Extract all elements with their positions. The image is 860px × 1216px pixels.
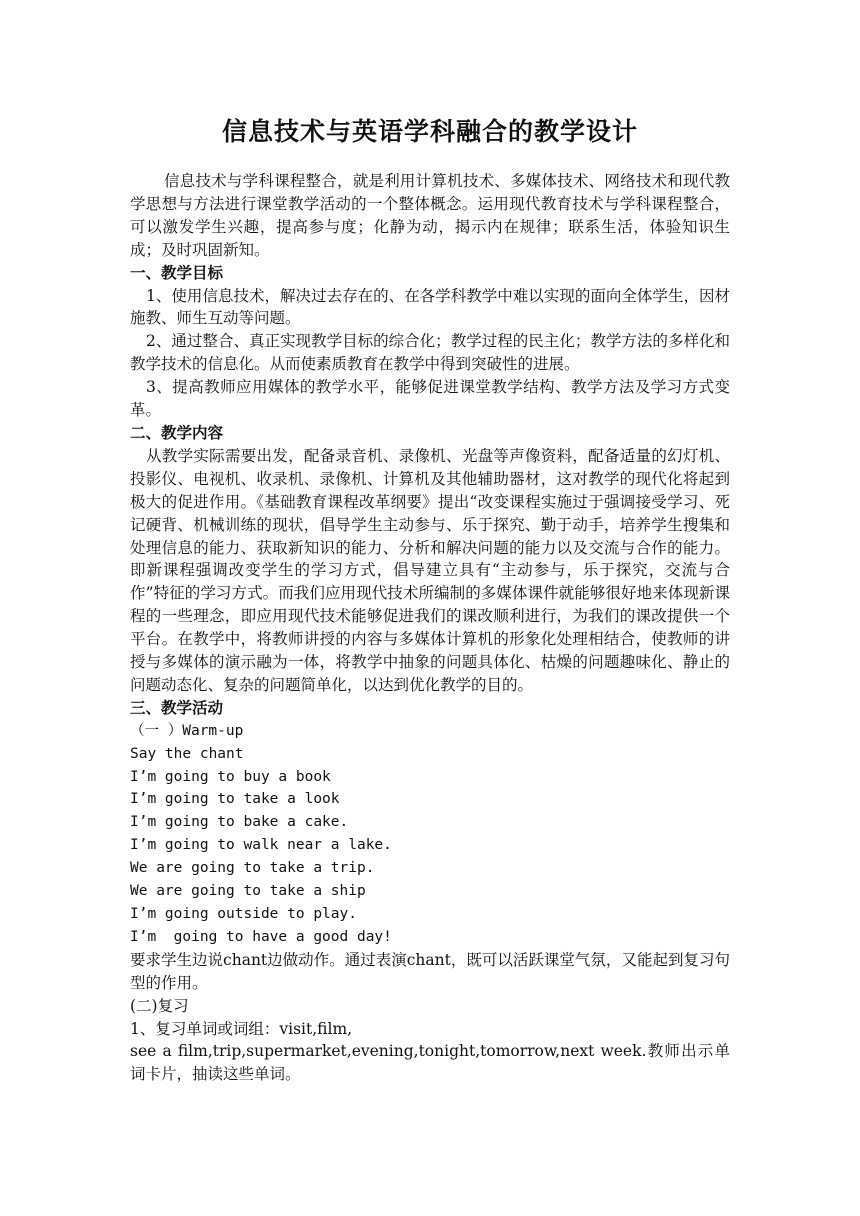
chant-line: I’m going to walk near a lake. [130, 837, 392, 854]
section-heading-content: 二、教学内容 [130, 423, 224, 442]
content-paragraph: 从教学实际需要出发，配备录音机、录像机、光盘等声像资料，配备适量的幻灯机、投影仪、电视机、收录机、录像机、计算机及其他辅助器材，这对教学的现代化将起到极大的促进作用。《基础教育课程改革纲要》提出“改变课程实施过于强调接受学习、死记硬背、机械训练的现状，倡导学生主动参与、乐于探究、勤于动手，培养学生搜集和处理信息的能力、获取新知识的能力、分析和解决问题的能力以及交流与合作的能力。即新课程强调改变学生的学习方式，倡导建立具有“主动参与，乐于探究，交流与合作”特征的学习方式。而我们应用现代技术所编制的多媒体课件就能够很好地来体现新课程的一些理念，即应用现代技术能够促进我们的课改顺利进行，为我们的课改提供一个平台。在教学中，将教师讲授的内容与多媒体计算机的形象化处理相结合，使教师的讲授与多媒体的演示融为一体，将教学中抽象的问题具体化、枯燥的问题趣味化、静止的问题动态化、复杂的问题简单化，以达到优化教学的目的。 [130, 446, 730, 694]
document-title: 信息技术与英语学科融合的教学设计 [221, 117, 638, 146]
intro-paragraph: 信息技术与学科课程整合，就是利用计算机技术、多媒体技术、网络技术和现代教学思想与方法进行课堂教学活动的一个整体概念。运用现代教育技术与学科课程整合，可以激发学生兴趣，提高参与度；化静为动，揭示内在规律；联系生活，体验知识生成；及时巩固新知。 [130, 172, 730, 259]
chant-line: We are going to take a trip. [130, 860, 375, 877]
chant-line: We are going to take a ship [130, 883, 366, 900]
chant-line: I’m going to buy a book [130, 768, 331, 785]
chant-note: 要求学生边说chant边做动作。通过表演chant，既可以活跃课堂气氛，又能起到复习句型的作用。 [130, 950, 730, 992]
goal-item-2: 2、通过整合、真正实现教学目标的综合化；教学过程的民主化；教学方法的多样化和教学技术的信息化。从而使素质教育在教学中得到突破性的进展。 [130, 332, 730, 374]
document-body [130, 170, 730, 1086]
review-label: (二)复习 [130, 996, 189, 1015]
goal-item-3: 3、提高教师应用媒体的教学水平，能够促进课堂教学结构、教学方法及学习方式变革。 [130, 378, 730, 420]
review-line-2: see a film,trip,supermarket,evening,tonight,tomorrow,next week.教师出示单词卡片，抽读这些单词。 [130, 1042, 730, 1084]
section-heading-goals: 一、教学目标 [130, 263, 224, 282]
chant-line: I’m going to take a look [130, 791, 340, 808]
section-heading-activities: 三、教学活动 [130, 698, 224, 717]
chant-line: I’m going outside to play. [130, 906, 357, 922]
review-line-1: 1、复习单词或词组：visit,film, [130, 1019, 353, 1038]
goal-item-1: 1、使用信息技术，解决过去存在的、在各学科教学中难以实现的面向全体学生，因材施教、师生互动等问题。 [130, 286, 730, 328]
chant-intro: Say the chant [130, 745, 244, 762]
chant-line: I’m going to have a good day! [130, 928, 392, 945]
chant-line: I’m going to bake a cake. [130, 814, 349, 831]
warmup-label: （一 ）Warm-up [130, 722, 244, 739]
